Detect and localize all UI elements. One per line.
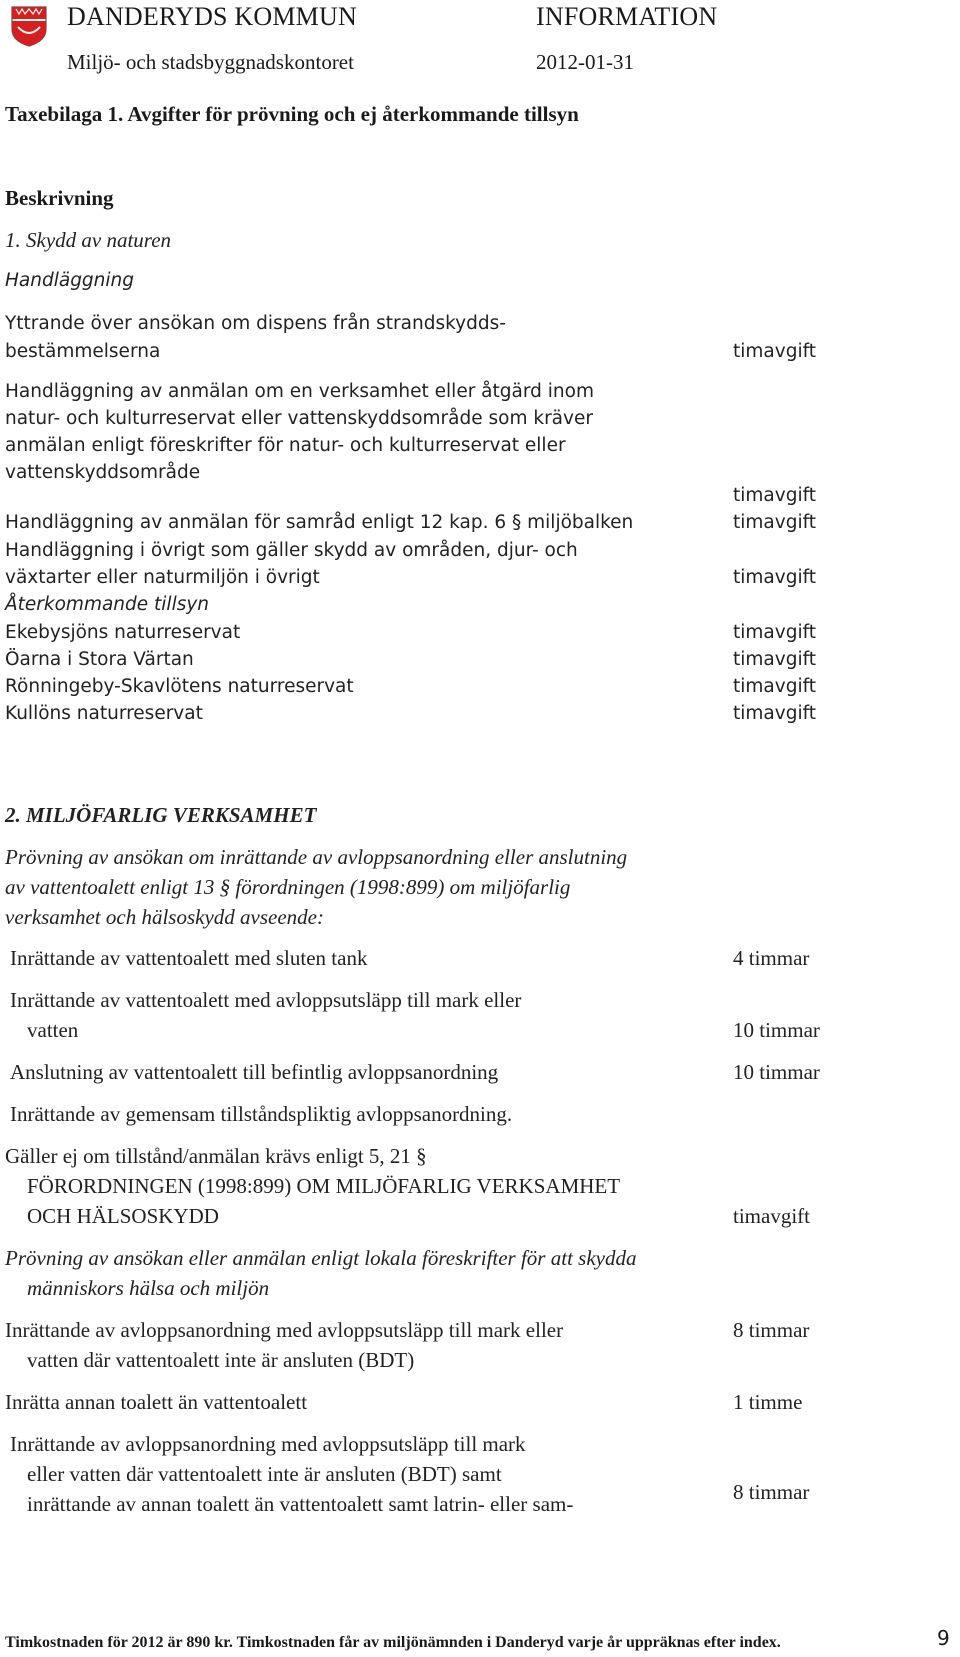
s1-item4-line2: växtarter eller naturmiljön i övrigt bbox=[5, 567, 320, 588]
danderyd-crest-icon bbox=[10, 5, 48, 47]
s1-item2-line3: anmälan enligt föreskrifter för natur- och kulturreservat eller bbox=[5, 435, 566, 456]
s2-item4-line1: Inrättande av gemensam tillståndspliktig avloppsanordning. bbox=[10, 1102, 513, 1126]
s1-item4-line1: Handläggning i övrigt som gäller skydd av områden, djur- och bbox=[5, 540, 578, 561]
s2-item5-fee: timavgift bbox=[733, 1204, 810, 1228]
recurring-heading: Återkommande tillsyn bbox=[5, 594, 210, 615]
recurring-item-label: Öarna i Stora Värtan bbox=[5, 649, 194, 670]
recurring-item-label: Rönningeby-Skavlötens naturreservat bbox=[5, 676, 354, 697]
s2-item2-line2: vatten bbox=[27, 1018, 79, 1042]
s1-item1-line1: Yttrande över ansökan om dispens från strandskydds- bbox=[5, 313, 506, 334]
s1-item1-fee: timavgift bbox=[733, 341, 817, 362]
s2-item1-fee: 4 timmar bbox=[733, 946, 810, 970]
recurring-item-label: Kullöns naturreservat bbox=[5, 703, 203, 724]
local-item2-line1: Inrätta annan toalett än vattentoalett bbox=[5, 1390, 308, 1414]
local-heading-line1: Prövning av ansökan eller anmälan enligt lokala föreskrifter för att skydda bbox=[5, 1246, 637, 1270]
document-type: INFORMATION bbox=[536, 2, 718, 31]
s1-item4-fee: timavgift bbox=[733, 567, 817, 588]
s1-item2-line2: natur- och kulturreservat eller vattenskyddsområde som kräver bbox=[5, 408, 593, 429]
s2-item5-line1: Gäller ej om tillstånd/anmälan krävs enligt 5, 21 § bbox=[5, 1144, 427, 1168]
section2-intro-line1: Prövning av ansökan om inrättande av avloppsanordning eller anslutning bbox=[5, 845, 628, 869]
s1-item2-fee: timavgift bbox=[733, 485, 817, 506]
s2-item2-line1: Inrättande av vattentoalett med avloppsutsläpp till mark eller bbox=[10, 988, 522, 1012]
local-item3-line3: inrättande av annan toalett än vattentoalett samt latrin- eller sam- bbox=[27, 1492, 574, 1516]
s1-item2-line1: Handläggning av anmälan om en verksamhet eller åtgärd inom bbox=[5, 381, 594, 402]
s2-item5-line3: OCH HÄLSOSKYDD bbox=[27, 1204, 219, 1228]
recurring-item-fee: timavgift bbox=[733, 622, 817, 643]
footer-note: Timkostnaden för 2012 är 890 kr. Timkostnaden får av miljönämnden i Danderyd varje år uppräknas efter index. bbox=[5, 1634, 781, 1651]
s1-item3-fee: timavgift bbox=[733, 512, 817, 533]
section2-heading: 2. MILJÖFARLIG VERKSAMHET bbox=[5, 803, 317, 827]
local-item1-line1: Inrättande av avloppsanordning med avloppsutsläpp till mark eller bbox=[5, 1318, 564, 1342]
department-name: Miljö- och stadsbyggnadskontoret bbox=[67, 50, 354, 74]
recurring-item-label: Ekebysjöns naturreservat bbox=[5, 622, 241, 643]
local-heading-line2: människors hälsa och miljön bbox=[27, 1276, 270, 1300]
page-number: 9 bbox=[937, 1626, 950, 1650]
recurring-item-fee: timavgift bbox=[733, 676, 817, 697]
local-item1-line2: vatten där vattentoalett inte är ansluten (BDT) bbox=[27, 1348, 415, 1372]
local-item3-line1: Inrättande av avloppsanordning med avloppsutsläpp till mark bbox=[10, 1432, 526, 1456]
s2-item5-line2: FÖRORDNINGEN (1998:899) OM MILJÖFARLIG VERKSAMHET bbox=[27, 1174, 621, 1198]
s2-item3-line1: Anslutning av vattentoalett till befintlig avloppsanordning bbox=[10, 1060, 499, 1084]
section-label: Beskrivning bbox=[5, 186, 114, 210]
s2-item1-line1: Inrättande av vattentoalett med sluten tank bbox=[10, 946, 368, 970]
section1-heading: 1. Skydd av naturen bbox=[5, 228, 172, 252]
section1-subheading: Handläggning bbox=[5, 270, 135, 291]
s2-item2-fee: 10 timmar bbox=[733, 1018, 820, 1042]
s1-item2-line4: vattenskyddsområde bbox=[5, 462, 201, 483]
recurring-item-fee: timavgift bbox=[733, 703, 817, 724]
section2-intro-line2: av vattentoalett enligt 13 § förordningen (1998:899) om miljöfarlig bbox=[5, 875, 571, 899]
local-item1-fee: 8 timmar bbox=[733, 1318, 810, 1342]
s1-item1-line2: bestämmelserna bbox=[5, 341, 161, 362]
section2-intro-line3: verksamhet och hälsoskydd avseende: bbox=[5, 905, 324, 929]
recurring-item-fee: timavgift bbox=[733, 649, 817, 670]
document-date: 2012-01-31 bbox=[536, 50, 634, 74]
s1-item3-line1: Handläggning av anmälan för samråd enligt 12 kap. 6 § miljöbalken bbox=[5, 512, 634, 533]
organization-name: DANDERYDS KOMMUN bbox=[67, 2, 357, 31]
local-item3-line2: eller vatten där vattentoalett inte är ansluten (BDT) samt bbox=[27, 1462, 502, 1486]
local-item2-fee: 1 timme bbox=[733, 1390, 803, 1414]
local-item3-fee: 8 timmar bbox=[733, 1480, 810, 1504]
s2-item3-fee: 10 timmar bbox=[733, 1060, 820, 1084]
page-title: Taxebilaga 1. Avgifter för prövning och ej återkommande tillsyn bbox=[5, 102, 579, 126]
